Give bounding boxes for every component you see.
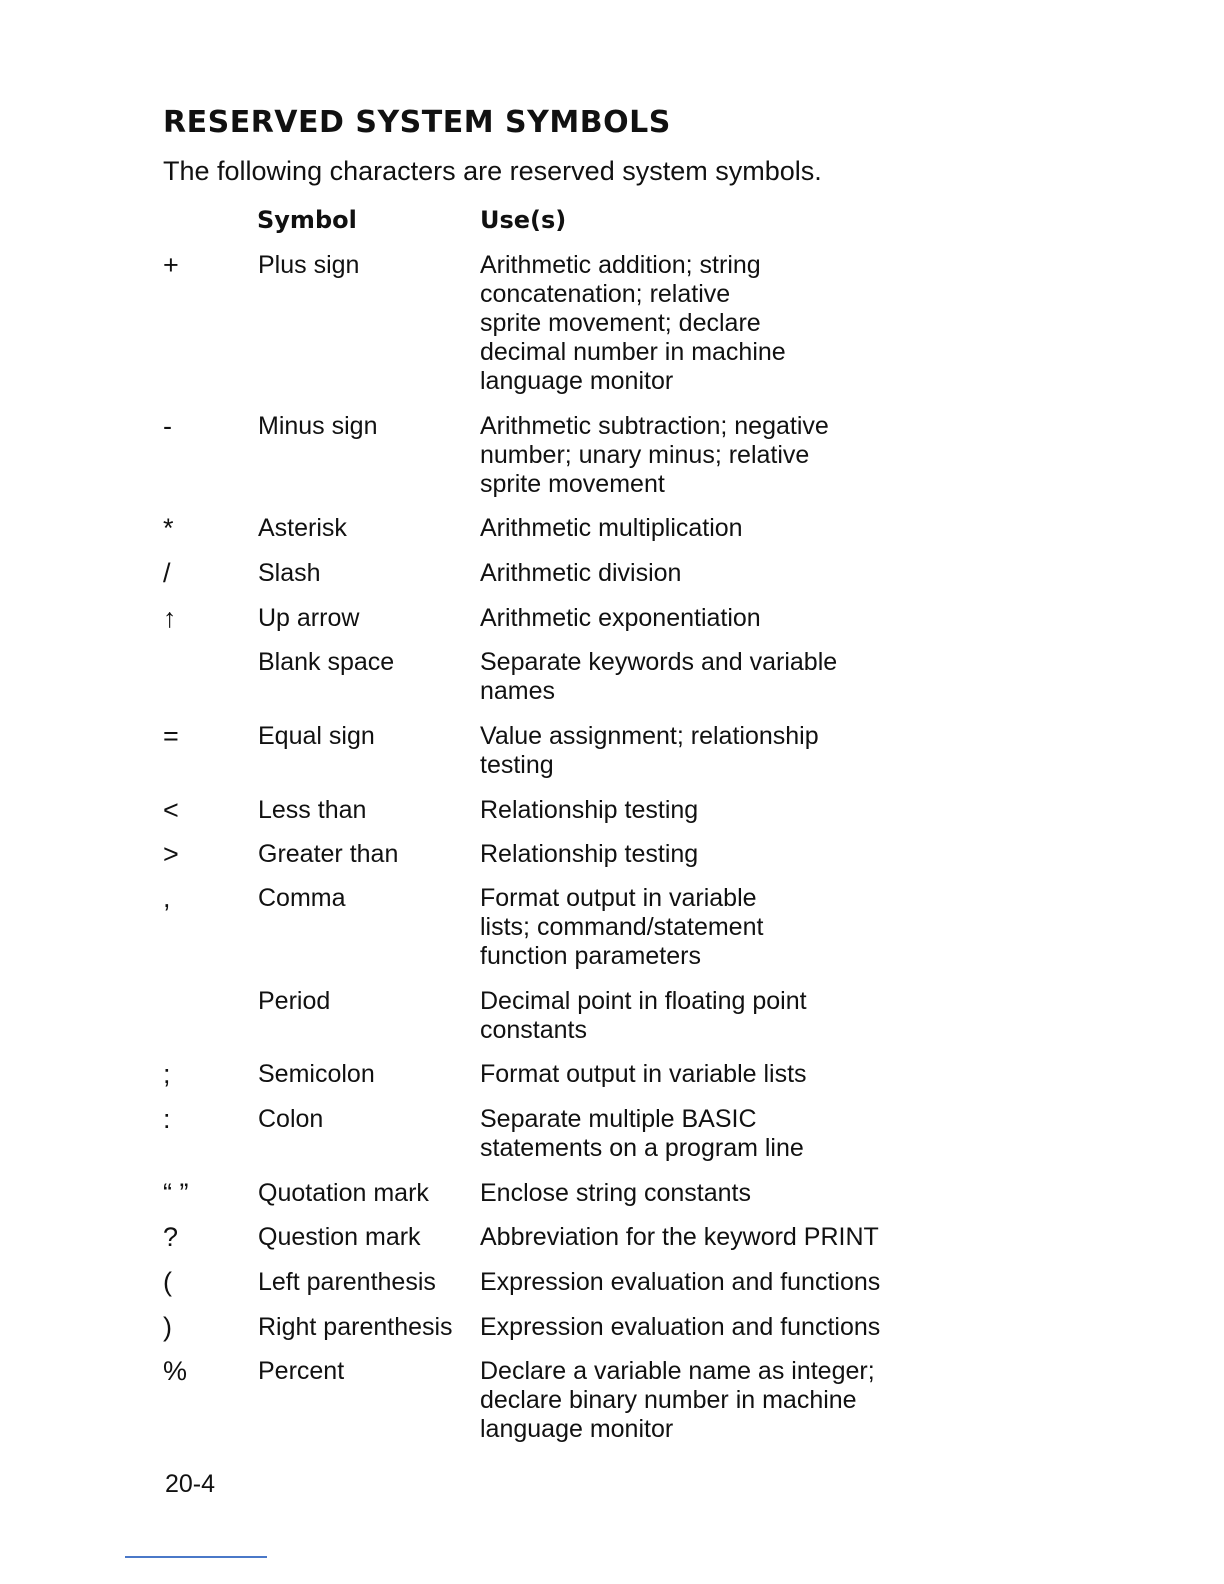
symbol-glyph: , (163, 883, 171, 913)
uses-line: concatenation; relative (480, 280, 731, 308)
symbol-uses (480, 1268, 880, 1297)
symbol-name: Asterisk (258, 514, 347, 542)
symbol-glyph: ↑ (163, 603, 177, 633)
symbol-uses (480, 884, 763, 971)
uses-line: names (480, 677, 556, 705)
uses-line: function parameters (480, 942, 701, 970)
uses-line: Decimal point in floating point (480, 987, 807, 1015)
uses-line: decimal number in machine (480, 338, 786, 366)
uses-line: Expression evaluation and functions (480, 1313, 881, 1341)
symbol-name: Up arrow (258, 604, 360, 632)
symbol-name: Left parenthesis (258, 1268, 436, 1296)
page-number: 20-4 (165, 1470, 216, 1498)
intro-text: The following characters are reserved system symbols. (163, 156, 822, 186)
uses-line: Format output in variable lists (480, 1060, 807, 1088)
column-header-symbol: Symbol (257, 206, 357, 234)
uses-line: testing (480, 751, 554, 779)
symbol-name: Period (258, 987, 331, 1015)
symbol-glyph: = (163, 721, 179, 751)
uses-line: language monitor (480, 1415, 674, 1443)
uses-line: Abbreviation for the keyword PRINT (480, 1223, 879, 1251)
uses-line: sprite movement; declare (480, 309, 761, 337)
symbol-glyph: - (163, 411, 172, 441)
symbol-name: Blank space (258, 648, 395, 676)
symbol-uses (480, 1060, 807, 1089)
symbol-glyph: : (163, 1104, 171, 1134)
symbol-uses (480, 1223, 879, 1252)
symbol-uses (480, 604, 761, 633)
uses-line: Separate multiple BASIC (480, 1105, 757, 1133)
uses-line: number; unary minus; relative (480, 441, 810, 469)
symbol-glyph: ; (163, 1059, 171, 1089)
uses-line: statements on a program line (480, 1134, 804, 1162)
uses-line: lists; command/statement (480, 913, 764, 941)
symbol-uses (480, 1357, 875, 1444)
symbol-name: Plus sign (258, 251, 360, 279)
symbol-uses (480, 796, 698, 825)
symbol-glyph: % (163, 1356, 188, 1386)
symbol-name: Comma (258, 884, 346, 912)
bottom-rule (125, 1556, 267, 1558)
uses-line: Arithmetic addition; string (480, 251, 761, 279)
symbol-name: Greater than (258, 840, 399, 868)
symbol-glyph: “ ” (163, 1178, 189, 1208)
symbol-name: Percent (258, 1357, 345, 1385)
symbol-glyph: + (163, 250, 179, 280)
symbol-uses (480, 1313, 880, 1342)
uses-line: Arithmetic subtraction; negative (480, 412, 829, 440)
uses-line: Separate keywords and variable (480, 648, 838, 676)
symbol-uses (480, 559, 681, 588)
uses-line: Enclose string constants (480, 1179, 751, 1207)
symbol-glyph: ? (163, 1222, 179, 1252)
symbol-name: Equal sign (258, 722, 375, 750)
symbol-uses (480, 412, 829, 499)
symbol-uses (480, 722, 819, 780)
symbol-name: Question mark (258, 1223, 421, 1251)
symbol-name: Less than (258, 796, 367, 824)
symbol-glyph: / (163, 558, 171, 588)
symbol-name: Right parenthesis (258, 1313, 453, 1341)
column-header-uses: Use(s) (480, 206, 567, 234)
uses-line: Relationship testing (480, 796, 699, 824)
symbol-uses (480, 1105, 804, 1163)
symbol-name: Quotation mark (258, 1179, 429, 1207)
uses-line: Format output in variable (480, 884, 757, 912)
symbol-uses (480, 840, 698, 869)
uses-line: Arithmetic division (480, 559, 682, 587)
uses-line: Declare a variable name as integer; (480, 1357, 875, 1385)
symbol-name: Slash (258, 559, 321, 587)
symbol-name: Colon (258, 1105, 324, 1133)
symbol-name: Semicolon (258, 1060, 375, 1088)
symbol-uses (480, 514, 743, 543)
symbol-glyph: ( (163, 1267, 172, 1297)
uses-line: Arithmetic exponentiation (480, 604, 761, 632)
symbol-uses (480, 648, 837, 706)
page-title: RESERVED SYSTEM SYMBOLS (163, 105, 671, 140)
uses-line: sprite movement (480, 470, 665, 498)
symbol-glyph: ) (163, 1312, 172, 1342)
symbol-glyph: * (163, 513, 174, 543)
uses-line: Value assignment; relationship (480, 722, 819, 750)
uses-line: constants (480, 1016, 588, 1044)
symbol-uses (480, 1179, 751, 1208)
uses-line: Relationship testing (480, 840, 699, 868)
uses-line: language monitor (480, 367, 674, 395)
symbol-uses (480, 987, 807, 1045)
uses-line: Arithmetic multiplication (480, 514, 743, 542)
uses-line: declare binary number in machine (480, 1386, 857, 1414)
symbol-name: Minus sign (258, 412, 378, 440)
symbol-glyph: < (163, 795, 179, 825)
symbol-uses (480, 251, 786, 396)
uses-line: Expression evaluation and functions (480, 1268, 881, 1296)
symbol-glyph: > (163, 839, 179, 869)
